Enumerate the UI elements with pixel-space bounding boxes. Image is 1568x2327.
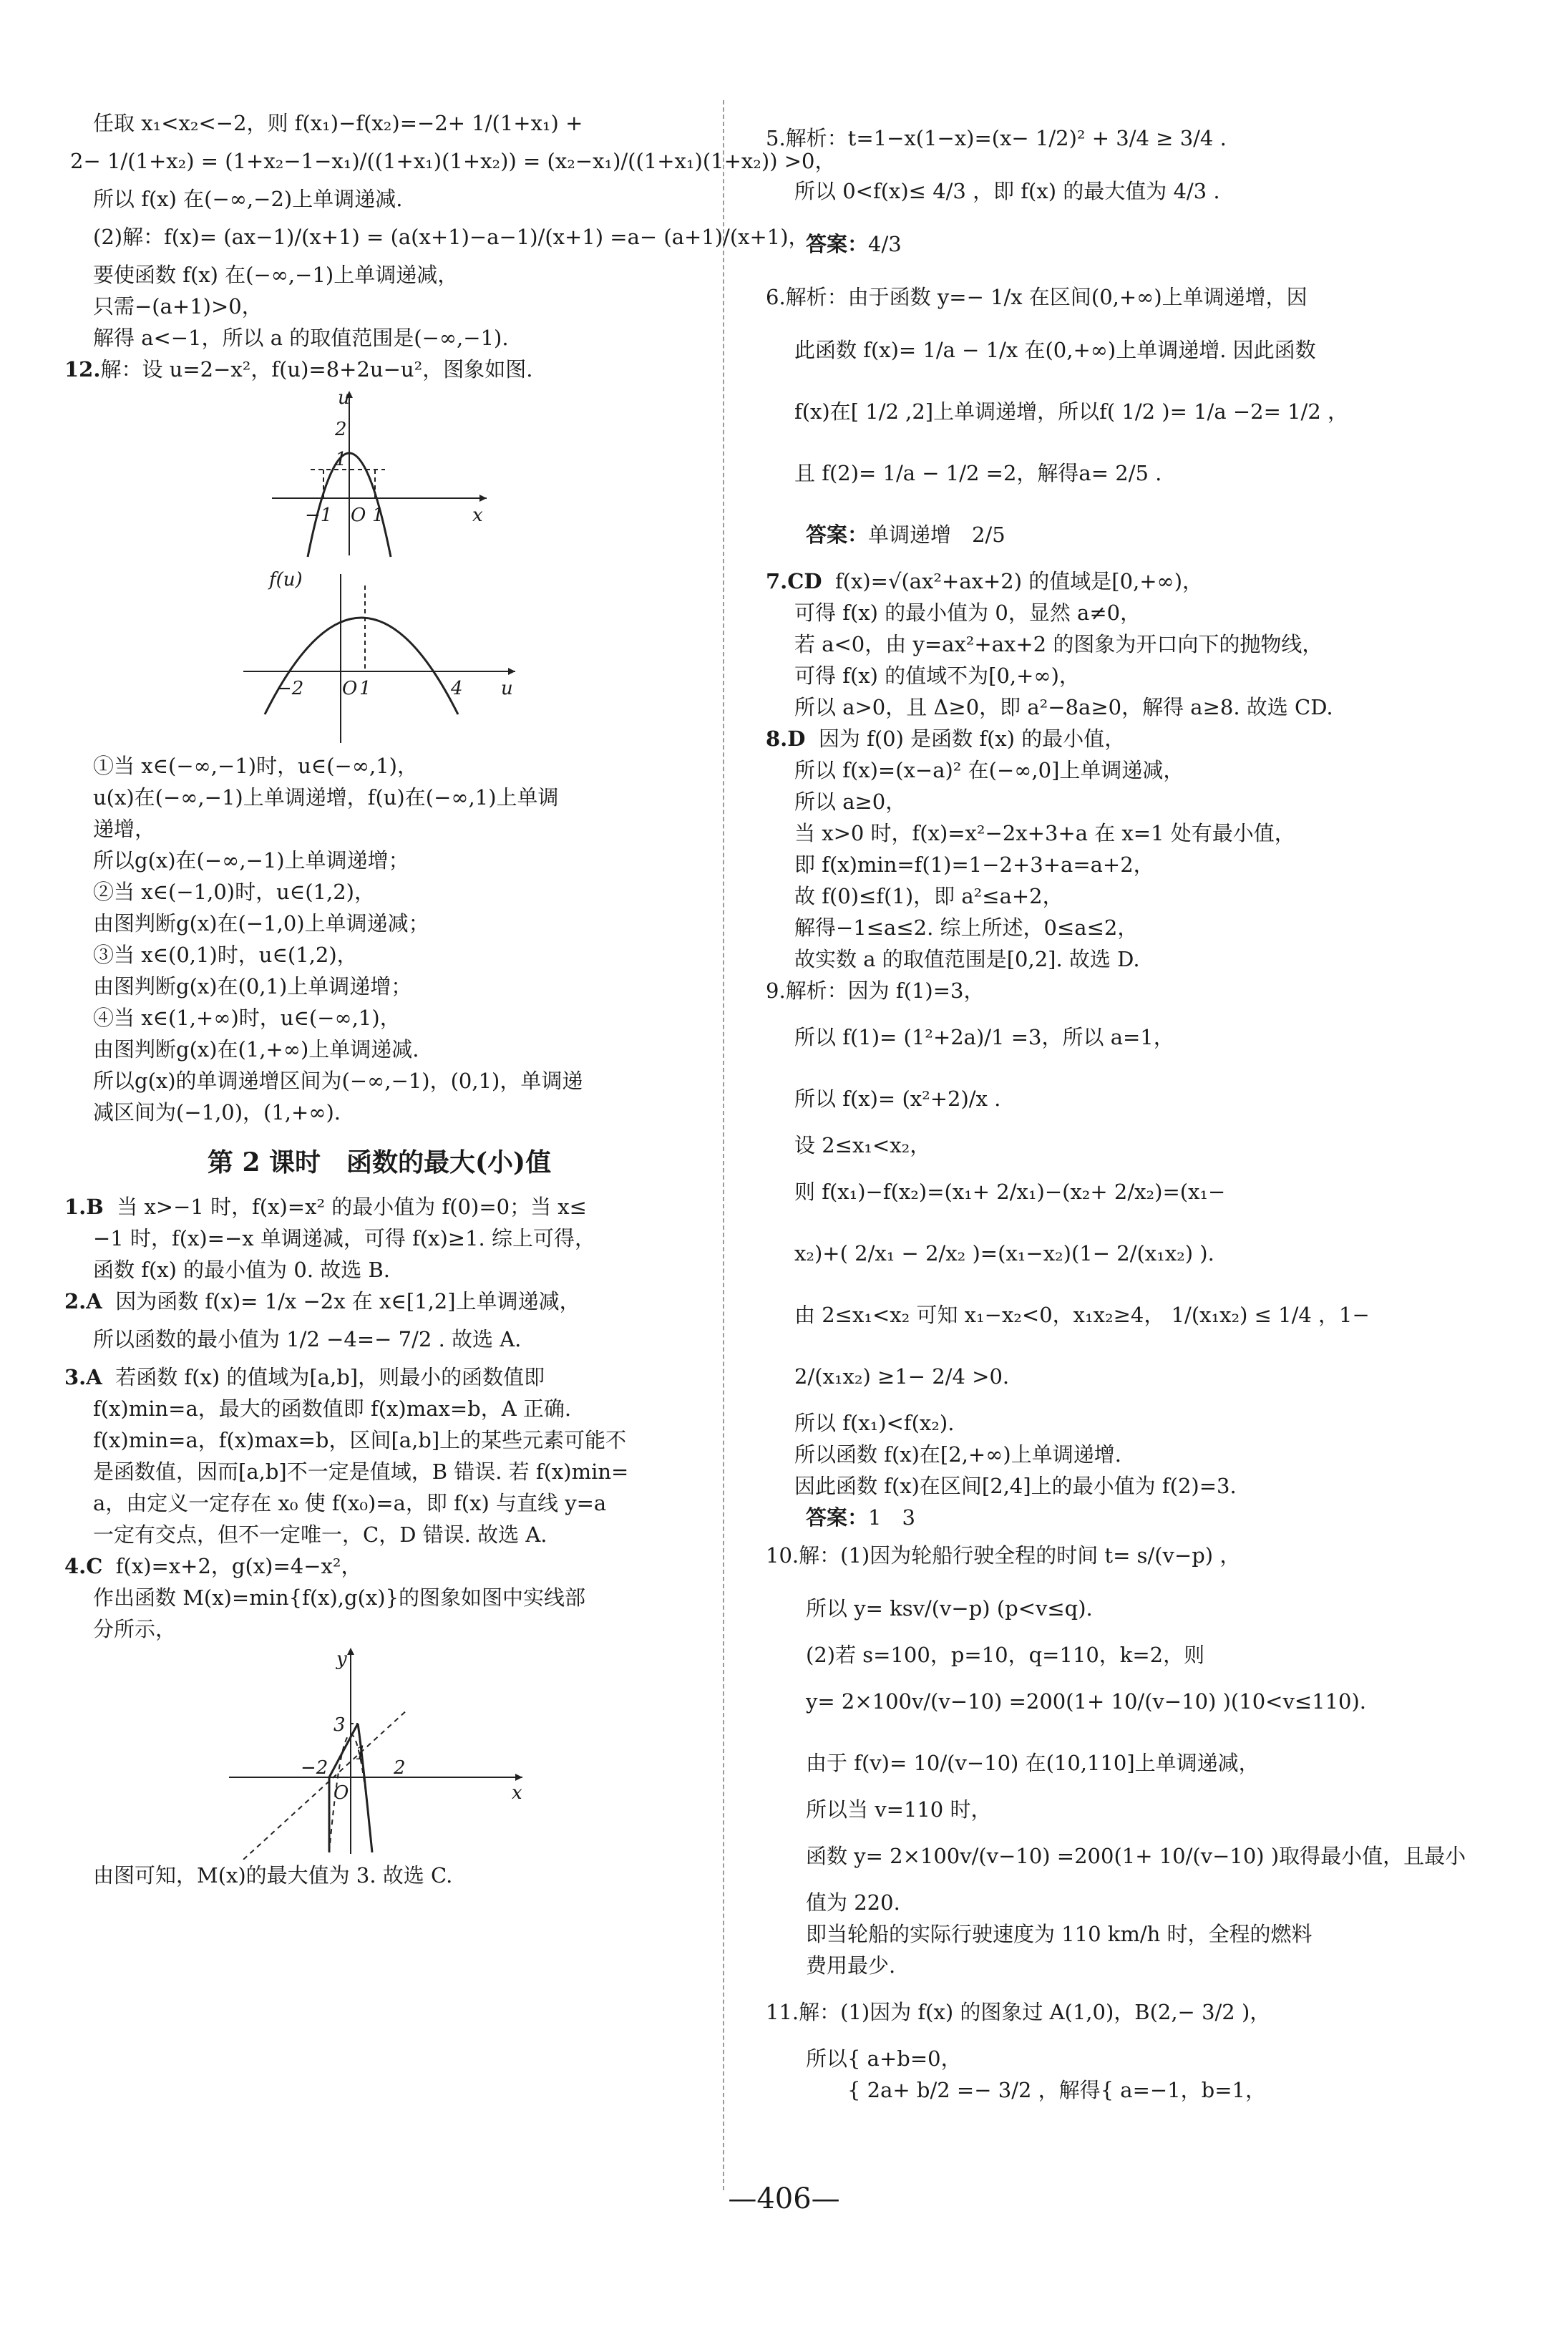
figure-f-of-u [236, 564, 522, 750]
tick-label: 2 [394, 1757, 406, 1779]
problem-2 [64, 1286, 694, 1317]
text-line: 要使函数 f(x) 在(−∞,−1)上单调递减， [93, 263, 459, 287]
text-line: 即当轮船的实际行驶速度为 110 km/h 时，全程的燃料 [806, 1922, 1313, 1946]
problem-9 [766, 975, 1438, 1006]
answer-value: 单调递增 2/5 [868, 523, 1005, 547]
text-line: 所以 f(x) 在(−∞,−2)上单调递减. [93, 187, 403, 211]
text-line: 费用最少. [806, 1953, 896, 1978]
answer-line [766, 504, 1438, 565]
problem-text: f(x)=√(ax²+ax+2) 的值域是[0,+∞)， [834, 569, 1204, 593]
text-line: 可得 f(x) 的最小值为 0，显然 a≠0， [794, 601, 1141, 625]
answer-value: 4/3 [868, 232, 902, 256]
text-line: u(x)在(−∞,−1)上单调递增，f(u)在(−∞,1)上单调 [93, 785, 559, 810]
problem-4 [64, 1550, 694, 1582]
problem-text: 解析：由于函数 y=− 1/x 在区间(0,+∞)上单调递增，因 [785, 285, 1308, 309]
text-line: 因此函数 f(x)在区间[2,4]上的最小值为 f(2)=3. [794, 1474, 1237, 1498]
text-line: 由图可知，M(x)的最大值为 3. 故选 C. [93, 1863, 453, 1888]
text-line: 2− 1/(1+x₂) = (1+x₂−1−x₁)/((1+x₁)(1+x₂)) = (x₂−x₁)/((1+x₁)(1+x₂)) >0， [70, 149, 836, 173]
column-divider [723, 100, 724, 2190]
text-line: ④当 x∈(1,+∞)时，u∈(−∞,1)， [93, 1006, 401, 1030]
text-line: (2)解：f(x)= (ax−1)/(x+1) = (a(x+1)−a−1)/(x+1) =a− (a+1)/(x+1)， [93, 225, 809, 249]
tick-label: 1 [335, 449, 347, 470]
text-line: 只需−(a+1)>0， [93, 294, 263, 319]
problem-5 [766, 107, 1438, 169]
problem-text: 因为函数 f(x)= 1/x −2x 在 x∈[1,2]上单调递减， [115, 1289, 580, 1313]
text-line: 作出函数 M(x)=min{f(x),g(x)}的图象如图中实线部 [93, 1585, 586, 1610]
text-line: ②当 x∈(−1,0)时，u∈(1,2)， [93, 880, 375, 904]
text-line: 则 f(x₁)−f(x₂)=(x₁+ 2/x₁)−(x₂+ 2/x₂)=(x₁− [794, 1180, 1226, 1204]
text-line: a，由定义一定存在 x₀ 使 f(x₀)=a，即 f(x) 与直线 y=a [93, 1491, 607, 1515]
figure-m-of-x [229, 1645, 530, 1860]
problem-text: 因为 f(0) 是函数 f(x) 的最小值， [818, 727, 1126, 751]
answer-label: 答案： [806, 1505, 869, 1530]
text-line: 当 x>0 时，f(x)=x²−2x+3+a 在 x=1 处有最小值， [794, 821, 1295, 845]
text-line: 所以 0<f(x)≤ 4/3 ，即 f(x) 的最大值为 4/3 . [794, 179, 1220, 203]
text-line: f(x)在[ 1/2 ,2]上单调递增，所以f( 1/2 )= 1/a −2= 1/2 ， [794, 399, 1348, 424]
axis-label: u [338, 387, 350, 409]
text-line: 故实数 a 的取值范围是[0,2]. 故选 D. [794, 947, 1140, 971]
text-line: 任取 x₁<x₂<−2，则 f(x₁)−f(x₂)=−2+ 1/(1+x₁) + [93, 111, 583, 135]
problem-6 [766, 275, 1438, 319]
problem-10 [766, 1533, 1438, 1578]
axis-label: x [472, 505, 483, 526]
axis-label: u [501, 678, 513, 699]
text-line: y= 2×100v/(v−10) =200(1+ 10/(v−10) )(10<v≤110). [806, 1689, 1367, 1714]
tick-label: 2 [335, 419, 347, 440]
problem-number: 5. [766, 126, 786, 150]
tick-label: 1 [372, 505, 384, 526]
text-line: 所以函数 f(x)在[2,+∞)上单调递增. [794, 1442, 1121, 1467]
tick-label: −1 [305, 505, 333, 526]
text-line: 由图判断g(x)在(−1,0)上单调递减； [93, 911, 429, 936]
problem-3 [64, 1361, 694, 1393]
text-line: 解得−1≤a≤2. 综上所述，0≤a≤2， [794, 915, 1139, 940]
question-number: 12. [64, 357, 101, 382]
text-line: x₂)+( 2/x₁ − 2/x₂ )=(x₁−x₂)(1− 2/(x₁x₂) ). [794, 1241, 1214, 1265]
tick-label: O [351, 505, 366, 526]
text-line: 所以g(x)的单调递增区间为(−∞,−1)，(0,1)，单调递 [93, 1069, 583, 1093]
text-line: 解得 a<−1，所以 a 的取值范围是(−∞,−1). [93, 326, 509, 350]
answer-value: 1 3 [868, 1505, 915, 1530]
answer-line [766, 1502, 1438, 1533]
problem-number: 11. [766, 2000, 799, 2024]
text-line: 所以g(x)在(−∞,−1)上单调递增； [93, 848, 409, 873]
axis-label: x [512, 1782, 522, 1804]
text-line: 设 2≤x₁<x₂， [794, 1133, 931, 1157]
text-line: 所以函数的最小值为 1/2 −4=− 7/2 . 故选 A. [93, 1327, 522, 1351]
tick-label: −2 [301, 1757, 328, 1779]
text-line: ①当 x∈(−∞,−1)时，u∈(−∞,1)， [93, 754, 418, 778]
axis-label: f(u) [269, 569, 303, 591]
problem-text: 解析：t=1−x(1−x)=(x− 1/2)² + 3/4 ≥ 3/4 . [785, 126, 1227, 150]
text-line: 故 f(0)≤f(1)，即 a²≤a+2， [794, 884, 1063, 908]
tick-label: −2 [276, 678, 304, 699]
section-title: 第 2 课时 函数的最大(小)值 [207, 1147, 552, 1177]
problem-text: f(x)=x+2，g(x)=4−x²， [115, 1554, 362, 1578]
problem-number: 10. [766, 1543, 799, 1568]
text-line: 即 f(x)min=f(1)=1−2+3+a=a+2， [794, 852, 1154, 877]
text-line: 所以 f(x)= (x²+2)/x . [794, 1087, 1001, 1111]
tick-label: 3 [333, 1714, 346, 1736]
text-line: 所以 a≥0， [794, 790, 907, 814]
text-line: 所以 f(1)= (1²+2a)/1 =3，所以 a=1， [794, 1025, 1174, 1049]
problem-7 [766, 565, 1438, 597]
text-line: 所以 f(x₁)<f(x₂). [794, 1411, 955, 1435]
problem-text: 当 x>−1 时，f(x)=x² 的最小值为 f(0)=0；当 x≤ [117, 1195, 587, 1219]
problem-number: 8.D [766, 727, 806, 751]
answer-label: 答案： [806, 523, 869, 547]
text-line: 值为 220. [806, 1890, 900, 1915]
tick-label: 1 [355, 1743, 367, 1764]
text-line: 由图判断g(x)在(1,+∞)上单调递减. [93, 1037, 419, 1062]
problem-number: 1.B [64, 1195, 104, 1219]
text-line: 由于 f(v)= 10/(v−10) 在(10,110]上单调递减， [806, 1751, 1260, 1775]
question-12 [64, 354, 694, 385]
problem-text: 若函数 f(x) 的值域为[a,b]，则最小的函数值即 [115, 1365, 545, 1389]
text-line: 且 f(2)= 1/a − 1/2 =2，解得a= 2/5 . [794, 461, 1162, 485]
right-column [766, 107, 1466, 2106]
text-line: { 2a+ b/2 =− 3/2 ，解得{ a=−1，b=1， [806, 2078, 1266, 2102]
text-line: 减区间为(−1,0)，(1,+∞). [93, 1100, 341, 1124]
problem-text: 解：(1)因为 f(x) 的图象过 A(1,0)，B(2,− 3/2 )， [799, 2000, 1271, 2024]
tick-label: 1 [359, 678, 371, 699]
problem-number: 3.A [64, 1365, 102, 1389]
tick-label: O [333, 1782, 349, 1804]
tick-label: 4 [451, 678, 463, 699]
problem-8 [766, 723, 1438, 754]
text-line: 若 a<0，由 y=ax²+ax+2 的图象为开口向下的抛物线， [794, 632, 1323, 656]
answer-line [766, 213, 1438, 275]
text-line: 所以 a>0，且 Δ≥0，即 a²−8a≥0，解得 a≥8. 故选 CD. [794, 695, 1333, 719]
text-line: f(x)min=a，f(x)max=b，区间[a,b]上的某些元素可能不 [93, 1428, 627, 1452]
text-line: 所以{ a+b=0， [806, 2046, 962, 2071]
text-line: (2)若 s=100，p=10，q=110，k=2，则 [806, 1643, 1205, 1667]
problem-number: 9. [766, 978, 786, 1003]
text-line: 所以当 v=110 时， [806, 1797, 992, 1822]
question-text: 解：设 u=2−x²，f(u)=8+2u−u²，图象如图. [100, 357, 533, 382]
text-line: 函数 y= 2×100v/(v−10) =200(1+ 10/(v−10) )取得最小值，且最小 [806, 1844, 1466, 1868]
text-line: 函数 f(x) 的最小值为 0. 故选 B. [93, 1258, 391, 1282]
text-line: ③当 x∈(0,1)时，u∈(1,2)， [93, 943, 358, 967]
page-number: —406— [728, 2182, 840, 2215]
text-line: 可得 f(x) 的值域不为[0,+∞)， [794, 664, 1080, 688]
text-line: 分所示， [93, 1617, 177, 1641]
problem-number: 7.CD [766, 569, 822, 593]
text-line: 由图判断g(x)在(0,1)上单调递增； [93, 974, 412, 999]
text-line: 递增， [93, 817, 156, 841]
problem-11 [766, 1981, 1438, 2043]
problem-1 [64, 1191, 694, 1223]
answer-label: 答案： [806, 232, 869, 256]
problem-number: 2.A [64, 1289, 102, 1313]
text-line: 所以 f(x)=(x−a)² 在(−∞,0]上单调递减， [794, 758, 1184, 782]
tick-label: O [342, 678, 358, 699]
text-line: 由 2≤x₁<x₂ 可知 x₁−x₂<0，x₁x₂≥4， 1/(x₁x₂) ≤ 1/4 ，1− [794, 1303, 1370, 1327]
text-line: 此函数 f(x)= 1/a − 1/x 在(0,+∞)上单调递增. 因此函数 [794, 338, 1316, 362]
text-line: f(x)min=a，最大的函数值即 f(x)max=b，A 正确. [93, 1396, 572, 1421]
figure-u-of-x [258, 385, 501, 564]
text-line: −1 时，f(x)=−x 单调递减，可得 f(x)≥1. 综上可得， [93, 1226, 595, 1250]
text-line: 2/(x₁x₂) ≥1− 2/4 >0. [794, 1364, 1010, 1389]
problem-text: 解析：因为 f(1)=3， [785, 978, 985, 1003]
axis-label: y [336, 1648, 347, 1670]
problem-number: 4.C [64, 1554, 103, 1578]
text-line: 一定有交点，但不一定唯一，C，D 错误. 故选 A. [93, 1522, 547, 1547]
problem-text: 解：(1)因为轮船行驶全程的时间 t= s/(v−p) ， [799, 1543, 1241, 1568]
text-line: 所以 y= ksv/(v−p) (p<v≤q). [806, 1596, 1093, 1621]
text-line: 是函数值，因而[a,b]不一定是值域，B 错误. 若 f(x)min= [93, 1459, 629, 1484]
problem-number: 6. [766, 285, 786, 309]
